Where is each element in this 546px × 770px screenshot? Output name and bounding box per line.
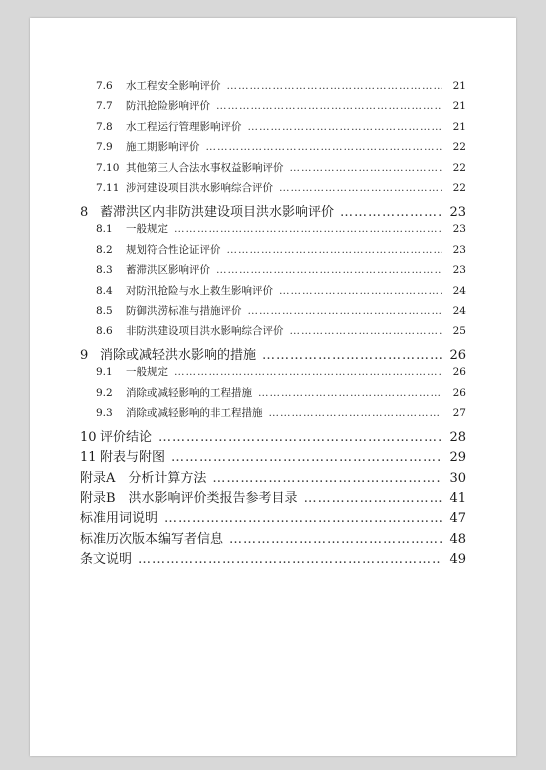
toc-entry-page-number: 48 (449, 531, 466, 547)
toc-entry-title: 对防汛抢险与水上救生影响评价 (126, 284, 273, 297)
toc-entry-page-number: 26 (452, 386, 466, 399)
toc-entry-title: 非防洪建设项目洪水影响综合评价 (126, 325, 284, 338)
toc-entry (80, 487, 466, 506)
toc-entry-title: 消除或减轻洪水影响的措施 (100, 347, 257, 363)
toc-entry (96, 221, 466, 236)
toc-entry-number: 7.10 (96, 161, 120, 174)
toc-entry-page-number: 26 (452, 366, 466, 379)
dot-leader (229, 532, 442, 547)
toc-entry-number: 7.8 (96, 120, 113, 133)
toc-entry-number: 7.7 (96, 100, 113, 113)
toc-entry-title: 条文说明 (80, 552, 133, 568)
toc-entry-title: 水工程安全影响评价 (126, 80, 221, 92)
toc-entry-page-number: 23 (452, 264, 466, 277)
toc-entry-title: 一般规定 (126, 366, 168, 379)
toc-entry-page-number: 24 (452, 284, 466, 297)
toc-entry-number: 9.2 (96, 386, 113, 399)
document-page (30, 18, 516, 756)
toc-entry (96, 364, 466, 379)
toc-entry-title: 施工期影响评价 (126, 141, 200, 154)
toc-entry-title: 防御洪涝标准与措施评价 (126, 304, 242, 317)
dot-leader (248, 305, 443, 317)
toc-entry-number: 8.2 (96, 243, 113, 256)
toc-entry-number: 7.11 (96, 182, 120, 195)
toc-entry-page-number: 30 (449, 470, 466, 486)
toc-entry-number: 11 (80, 450, 97, 466)
toc-entry (96, 283, 466, 298)
toc-entry-page-number: 24 (452, 304, 466, 317)
toc-entry (96, 405, 466, 420)
dot-leader (290, 325, 443, 337)
toc-entry (96, 385, 466, 400)
dot-leader (216, 264, 442, 276)
toc-entry-page-number: 28 (449, 429, 466, 445)
dot-leader (258, 387, 442, 399)
dot-leader (304, 491, 442, 506)
toc-entry (96, 119, 466, 134)
toc-entry (80, 467, 466, 486)
toc-entry-number: 8 (80, 204, 89, 220)
dot-leader (164, 511, 442, 526)
toc-entry-page-number: 23 (452, 223, 466, 236)
toc-entry (80, 507, 466, 526)
dot-leader (340, 205, 442, 220)
dot-leader (206, 141, 443, 153)
toc-entry-number: 9 (80, 347, 89, 363)
toc-entry-title: 蓄滞洪区内非防洪建设项目洪水影响评价 (100, 204, 335, 220)
toc-entry-page-number: 47 (449, 511, 466, 527)
toc-entry-number: 10 (80, 429, 97, 445)
toc-entry-title: 涉河建设项目洪水影响综合评价 (126, 182, 273, 195)
dot-leader (158, 430, 442, 445)
toc-entry-title: 水工程运行管理影响评价 (126, 120, 242, 133)
toc-entry-number: 8.6 (96, 325, 113, 338)
toc-entry (80, 446, 466, 465)
toc-entry-page-number: 29 (449, 450, 466, 466)
toc-entry-page-number: 41 (449, 491, 466, 506)
toc-entry-title: 评价结论 (100, 429, 153, 445)
toc-entry-page-number: 22 (452, 161, 466, 174)
dot-leader (174, 366, 442, 378)
toc-entry (80, 201, 466, 220)
dot-leader (227, 80, 443, 92)
toc-entry-title: 标准历次版本编写者信息 (80, 531, 224, 547)
toc-entry (80, 426, 466, 445)
toc-entry (96, 262, 466, 277)
toc-entry-page-number: 22 (452, 141, 466, 154)
toc-entry (96, 242, 466, 257)
toc-entry-number: 8.1 (96, 223, 113, 236)
toc-entry (96, 139, 466, 154)
toc-entry (96, 303, 466, 318)
toc-entry (96, 180, 466, 195)
toc-entry-title: 附表与附图 (100, 450, 166, 466)
toc-entry-number: 9.1 (96, 366, 113, 379)
toc-entry-page-number: 21 (452, 120, 466, 133)
toc-entry-title: 一般规定 (126, 223, 168, 236)
toc-entry-title: 其他第三人合法水事权益影响评价 (126, 161, 284, 174)
toc-entry (80, 528, 466, 547)
dot-leader (174, 223, 442, 235)
toc-entry (96, 78, 466, 93)
dot-leader (212, 471, 442, 486)
toc-entry (80, 548, 466, 567)
dot-leader (290, 162, 443, 174)
dot-leader (171, 450, 442, 465)
dot-leader (248, 121, 443, 133)
toc-entry-number: 7.9 (96, 141, 113, 154)
toc-entry-page-number: 27 (452, 407, 466, 420)
toc-entry-title: 附录A 分析计算方法 (80, 470, 207, 486)
toc-entry (96, 98, 466, 113)
toc-entry-page-number: 21 (452, 100, 466, 113)
toc-entry-page-number: 49 (449, 552, 466, 568)
toc-entry-number: 8.3 (96, 264, 113, 277)
toc-entry-number: 7.6 (96, 80, 113, 92)
toc-entry-title: 标准用词说明 (80, 511, 159, 527)
dot-leader (138, 552, 442, 567)
toc-entry-title: 消除或减轻影响的工程措施 (126, 386, 252, 399)
dot-leader (279, 285, 442, 297)
toc-entry-page-number: 26 (449, 347, 466, 363)
dot-leader (227, 244, 443, 256)
toc-entry (96, 160, 466, 175)
toc-entry-number: 8.4 (96, 284, 113, 297)
toc-entry-title: 消除或减轻影响的非工程措施 (126, 407, 263, 420)
toc-entry-title: 规划符合性论证评价 (126, 243, 221, 256)
toc-entry-number: 9.3 (96, 407, 113, 420)
toc-entry-title: 防汛抢险影响评价 (126, 100, 210, 113)
toc-entry-page-number: 25 (452, 325, 466, 338)
toc-entry (80, 344, 466, 363)
dot-leader (269, 407, 443, 419)
toc-entry-title: 附录B 洪水影响评价类报告参考目录 (80, 491, 298, 506)
dot-leader (279, 182, 442, 194)
toc-entry-page-number: 23 (452, 243, 466, 256)
toc-entry-number: 8.5 (96, 304, 113, 317)
toc-entry-title: 蓄滞洪区影响评价 (126, 264, 210, 277)
dot-leader (216, 100, 442, 112)
toc-entry (96, 323, 466, 338)
toc-entry-page-number: 21 (452, 80, 466, 92)
dot-leader (262, 348, 442, 363)
toc-entry-page-number: 22 (452, 182, 466, 195)
toc-entry-page-number: 23 (449, 204, 466, 220)
